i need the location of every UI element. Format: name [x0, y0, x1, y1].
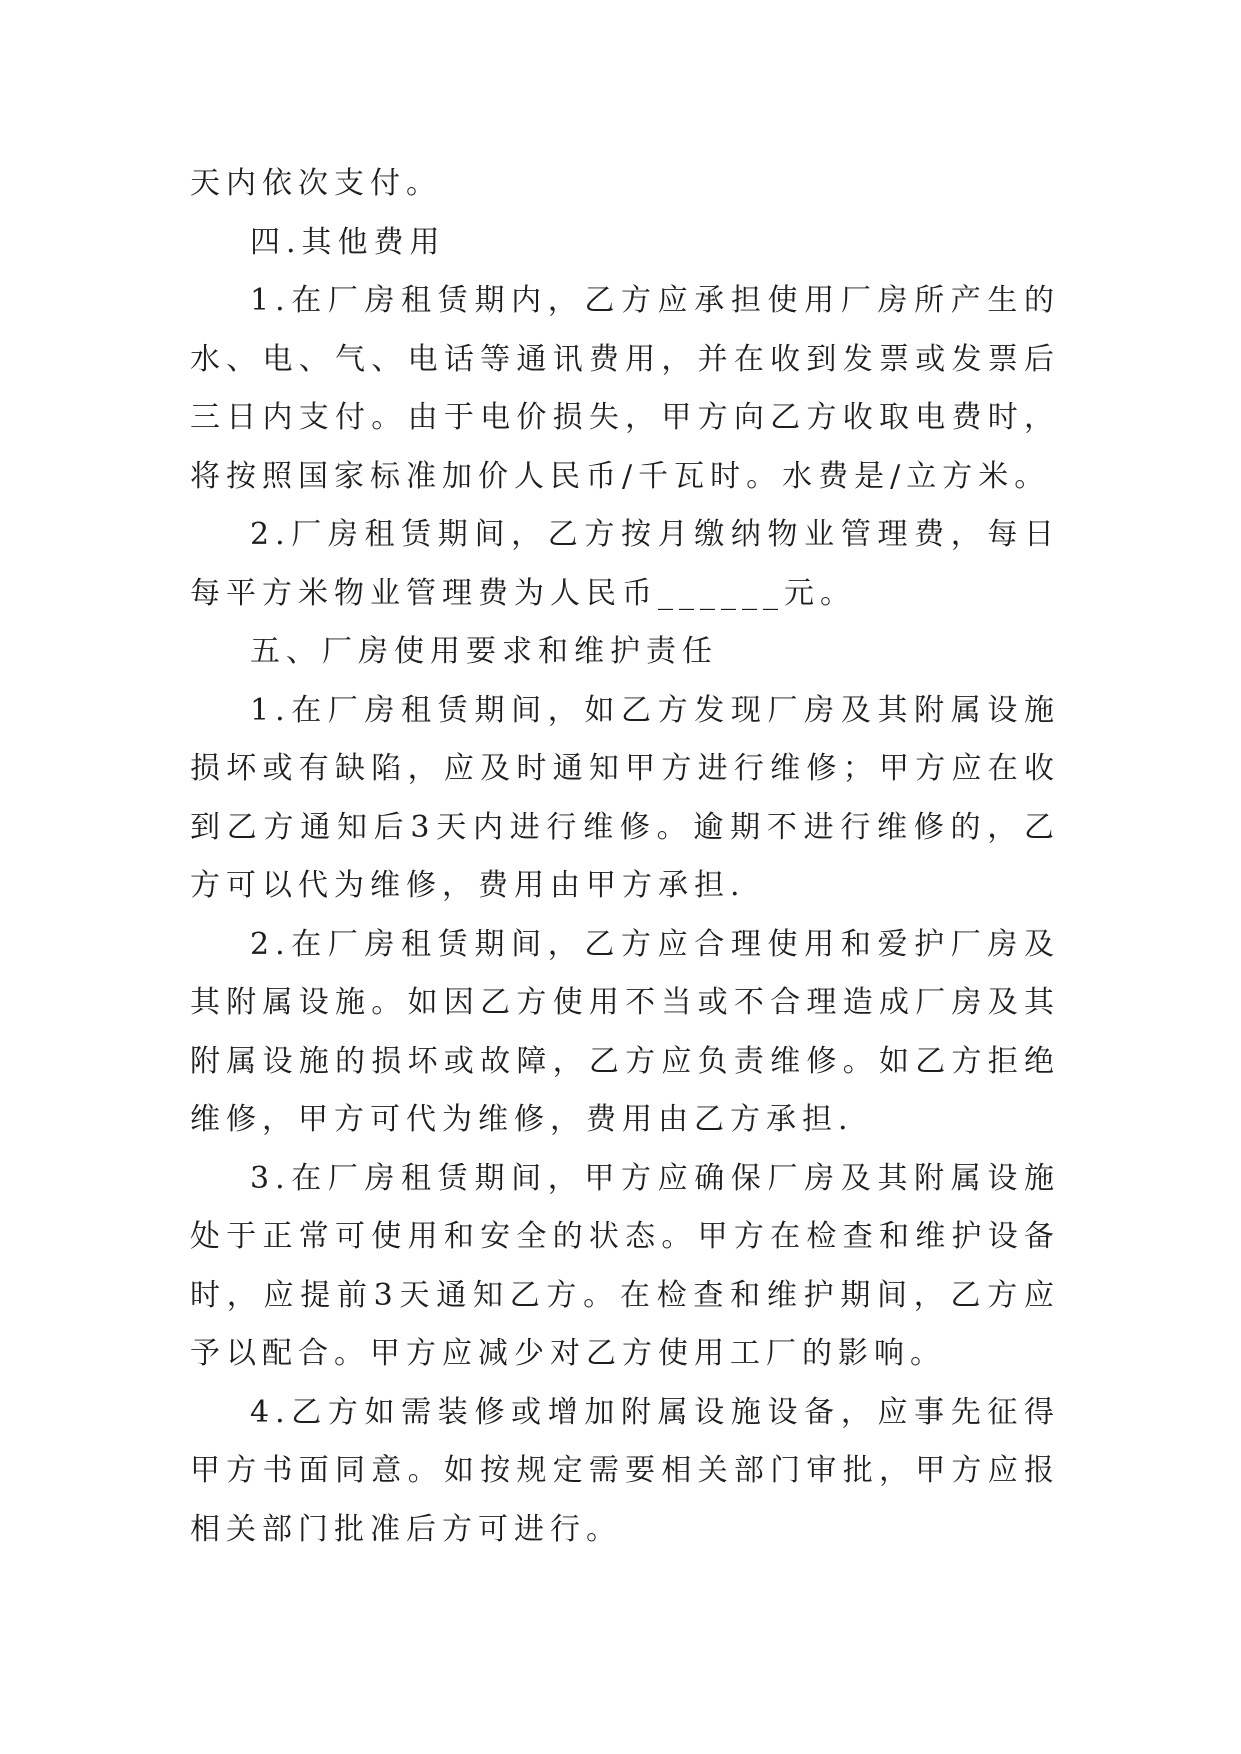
- paragraph-damage-repair: 1.在厂房租赁期间，如乙方发现厂房及其附属设施损坏或有缺陷，应及时通知甲方进行维修；甲方应在收到乙方通知后3天内进行维修。逾期不进行维修的，乙方可以代为维修，费用由甲方承担.: [190, 692, 1060, 903]
- paragraph-renovation-approval: 4.乙方如需装修或增加附属设施设备，应事先征得甲方书面同意。如按规定需要相关部门审批，甲方应报相关部门批准后方可进行。: [190, 1394, 1060, 1547]
- paragraph-property-management-fee: 2.厂房租赁期间，乙方按月缴纳物业管理费，每日每平方米物业管理费为人民币______元。: [190, 517, 1060, 611]
- paragraph-continuation: 天内依次支付。: [190, 166, 442, 201]
- paragraph-utility-fees: 1.在厂房租赁期内，乙方应承担使用厂房所产生的水、电、气、电话等通讯费用，并在收到发票或发票后三日内支付。由于电价损失，甲方向乙方收取电费时，将按照国家标准加价人民币/千瓦时。水费是/立方米。: [190, 283, 1060, 494]
- document-body: [190, 155, 1060, 1559]
- paragraph-proper-use: 2.在厂房租赁期间，乙方应合理使用和爱护厂房及其附属设施。如因乙方使用不当或不合理造成厂房及其附属设施的损坏或故障，乙方应负责维修。如乙方拒绝维修，甲方可代为维修，费用由乙方承担.: [190, 926, 1060, 1137]
- section-heading-other-fees: 四.其他费用: [250, 224, 446, 260]
- paragraph-safety-inspection: 3.在厂房租赁期间，甲方应确保厂房及其附属设施处于正常可使用和安全的状态。甲方在检查和维护设备时，应提前3天通知乙方。在检查和维护期间，乙方应予以配合。甲方应减少对乙方使用工厂的影响。: [190, 1160, 1060, 1371]
- section-heading-usage-maintenance: 五、厂房使用要求和维护责任: [250, 634, 718, 669]
